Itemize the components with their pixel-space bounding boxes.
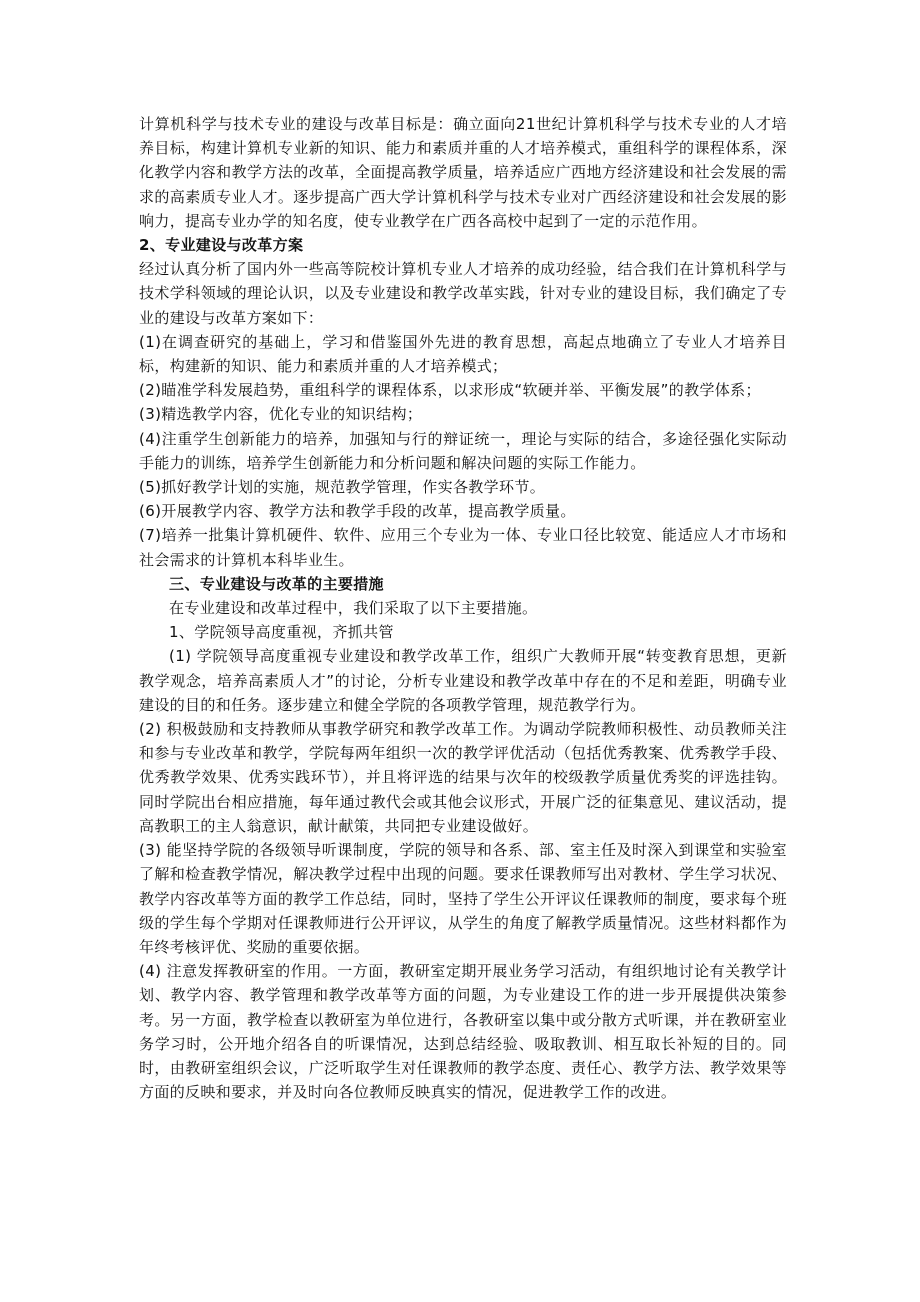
section3-intro: 在专业建设和改革过程中，我们采取了以下主要措施。 (169, 599, 538, 618)
list-item: (1)在调查研究的基础上，学习和借鉴国外先进的教育思想，高起点地确立了专业人才培养目标，构建新的知识、能力和素质并重的人才培养模式； (139, 332, 787, 376)
section2-heading: 2、专业建设与改革方案 (139, 236, 304, 255)
measure-paragraph: (3) 能坚持学院的各级领导听课制度，学院的领导和各系、部、室主任及时深入到课堂和实验室了解和检查教学情况，解决教学过程中出现的问题。要求任课教师写出对教材、学生学习状况、教学内容改革等方面的教学工作总结，同时，坚持了学生公开评议任课教师的制度，要求每个班级的学生每个学期对任课教师进行公开评议，从学生的角度了解教学质量情况。这些材料都作为年终考核评优、奖励的重要依据。 (139, 841, 787, 956)
measure-paragraph: (4) 注意发挥教研室的作用。一方面，教研室定期开展业务学习活动，有组织地讨论有关教学计划、教学内容、教学管理和教学改革等方面的问题，为专业建设工作的进一步开展提供决策参考。另一方面，教学检查以教研室为单位进行，各教研室以集中或分散方式听课，并在教研室业务学习时，公开地介绍各自的听课情况，达到总结经验、吸取教训、相互取长补短的目的。同时，由教研室组织会议，广泛听取学生对任课教师的教学态度、责任心、教学方法、教学效果等方面的反映和要求，并及时向各位教师反映真实的情况，促进教学工作的改进。 (139, 962, 787, 1102)
measure-paragraph: (2) 积极鼓励和支持教师从事教学研究和教学改革工作。为调动学院教师积极性、动员教师关注和参与专业改革和教学，学院每两年组织一次的教学评优活动（包括优秀教案、优秀教学手段、优秀教学效果、优秀实践环节），并且将评选的结果与次年的校级教学质量优秀奖的评选挂钩。同时学院出台相应措施，每年通过教代会或其他会议形式，开展广泛的征集意见、建议活动，提高教职工的主人翁意识，献计献策，共同把专业建设做好。 (139, 720, 787, 835)
section3-subheading: 1、学院领导高度重视，齐抓共管 (169, 623, 394, 642)
document-body (139, 112, 787, 1104)
list-item: (5)抓好教学计划的实施，规范教学管理，作实各教学环节。 (139, 478, 546, 497)
intro-paragraph: 计算机科学与技术专业的建设与改革目标是：确立面向21世纪计算机科学与技术专业的人才培养目标，构建计算机专业新的知识、能力和素质并重的人才培养模式，重组科学的课程体系，深化教学内容和教学方法的改革，全面提高教学质量，培养适应广西地方经济建设和社会发展的需求的高素质专业人才。逐步提高广西大学计算机科学与技术专业对广西经济建设和社会发展的影响力，提高专业办学的知名度，使专业教学在广西各高校中起到了一定的示范作用。 (139, 115, 787, 230)
list-item: (3)精选教学内容，优化专业的知识结构； (139, 405, 423, 424)
list-item: (6)开展教学内容、教学方法和教学手段的改革，提高教学质量。 (139, 502, 576, 521)
list-item: (4)注重学生创新能力的培养，加强知与行的辩证统一，理论与实际的结合，多途径强化实际动手能力的训练，培养学生创新能力和分析问题和解决问题的实际工作能力。 (139, 429, 787, 472)
section2-intro: 经过认真分析了国内外一些高等院校计算机专业人才培养的成功经验，结合我们在计算机科学与技术学科领域的理论认识，以及专业建设和教学改革实践，针对专业的建设目标，我们确定了专业的建设与改革方案如下： (139, 260, 787, 327)
list-item: (2)瞄准学科发展趋势，重组科学的课程体系，以求形成“软硬并举、平衡发展”的教学体系； (139, 381, 761, 400)
measure-paragraph: (1) 学院领导高度重视专业建设和教学改革工作，组织广大教师开展“转变教育思想，更新教学观念，培养高素质人才”的讨论，分析专业建设和教学改革中存在的不足和差距，明确专业建设的目的和任务。逐步建立和健全学院的各项教学管理，规范教学行为。 (139, 647, 787, 714)
list-item: (7)培养一批集计算机硬件、软件、应用三个专业为一体、专业口径比较宽、能适应人才市场和社会需求的计算机本科毕业生。 (139, 526, 787, 569)
section3-heading: 三、专业建设与改革的主要措施 (169, 574, 384, 593)
